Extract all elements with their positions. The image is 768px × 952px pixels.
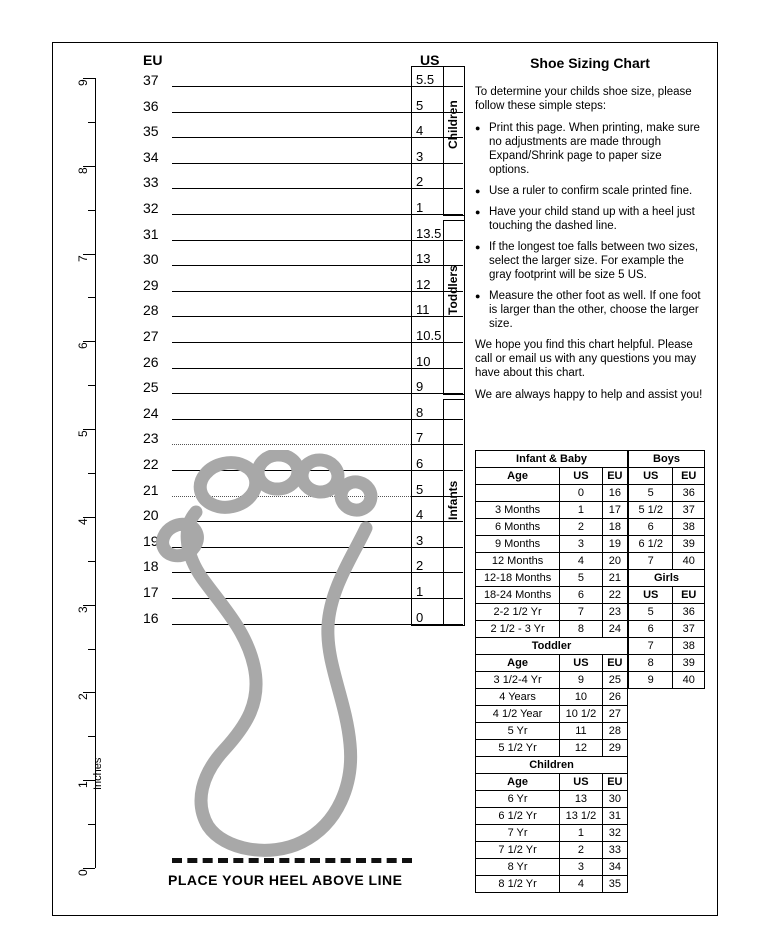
- table-cell: US: [629, 587, 673, 604]
- us-size-value: 8: [416, 404, 424, 420]
- us-size-value: 7: [416, 430, 424, 446]
- table-cell: 12 Months: [476, 553, 560, 570]
- table-row: [476, 621, 628, 638]
- table-cell: EU: [602, 774, 627, 791]
- size-table-right: [628, 450, 705, 689]
- table-cell: 34: [602, 859, 627, 876]
- table-cell: Infant & Baby: [476, 451, 628, 468]
- table-cell: 32: [602, 825, 627, 842]
- table-cell: Age: [476, 468, 560, 485]
- size-line: [172, 419, 411, 420]
- table-cell: EU: [673, 587, 705, 604]
- ruler-inch-label: 4: [76, 518, 90, 525]
- instructions-panel: [475, 55, 705, 410]
- table-cell: 36: [673, 485, 705, 502]
- us-size-value: 10: [416, 353, 431, 369]
- table-cell: 4: [560, 553, 603, 570]
- table-cell: 18-24 Months: [476, 587, 560, 604]
- table-cell: 25: [602, 672, 627, 689]
- eu-size-value: 18: [143, 558, 159, 575]
- bullet-item: ● If the longest toe falls between two sizes, select the larger size. For example the gray footprint will be size 5 US.: [475, 240, 705, 282]
- us-column-header: US: [420, 52, 440, 68]
- eu-size-value: 29: [143, 276, 159, 293]
- table-row: [476, 672, 628, 689]
- ruler-inch-label: 1: [76, 781, 90, 789]
- size-table-left: [475, 450, 628, 893]
- eu-size-value: 33: [143, 174, 159, 191]
- inches-axis-label: Inches: [92, 757, 104, 790]
- table-cell: 6 Months: [476, 519, 560, 536]
- page-title: Shoe Sizing Chart: [530, 55, 650, 71]
- ruler-tick-minor: [88, 210, 95, 211]
- table-cell: 12: [560, 740, 603, 757]
- us-size-value: 11: [416, 302, 430, 318]
- inch-ruler: [95, 78, 96, 868]
- ruler-inch-label: 5: [76, 430, 90, 438]
- table-cell: 0: [560, 485, 603, 502]
- table-cell: 40: [673, 553, 705, 570]
- table-cell: 23: [602, 604, 627, 621]
- size-line: [172, 112, 411, 113]
- bullet-item: ● Have your child stand up with a heel just touching the dashed line.: [475, 205, 705, 233]
- eu-size-value: 26: [143, 353, 159, 370]
- size-line: [172, 240, 411, 241]
- table-cell: 6: [629, 621, 673, 638]
- eu-size-value: 30: [143, 251, 159, 268]
- eu-size-value: 37: [143, 72, 159, 88]
- eu-size-value: 16: [143, 609, 159, 626]
- table-cell: 5: [629, 604, 673, 621]
- table-cell: 3 Months: [476, 502, 560, 519]
- table-row: [476, 655, 628, 672]
- table-cell: 6 1/2: [629, 536, 673, 553]
- table-cell: 17: [602, 502, 627, 519]
- table-cell: 7 1/2 Yr: [476, 842, 560, 859]
- heel-line: [172, 858, 412, 863]
- table-cell: [476, 485, 560, 502]
- table-row: [476, 757, 628, 774]
- table-cell: 6 Yr: [476, 791, 560, 808]
- heel-instruction: PLACE YOUR HEEL ABOVE LINE: [168, 872, 403, 888]
- ruler-inch-label: 8: [76, 167, 90, 174]
- bullet-item: ● Print this page. When printing, make sure no adjustments are made through Expand/Shrink page to paper size options.: [475, 121, 705, 177]
- us-size-value: 10.5: [416, 328, 442, 343]
- ruler-tick-minor: [88, 561, 95, 562]
- table-cell: 5 1/2 Yr: [476, 740, 560, 757]
- eu-size-value: 36: [143, 97, 159, 114]
- table-row: [476, 825, 628, 842]
- size-group-label: [446, 295, 460, 315]
- table-cell: 19: [602, 536, 627, 553]
- table-cell: 36: [673, 604, 705, 621]
- instruction-bullets: [475, 121, 705, 331]
- table-cell: 21: [602, 570, 627, 587]
- table-row: [476, 519, 628, 536]
- size-line: [172, 444, 411, 445]
- table-row: [476, 468, 628, 485]
- table-cell: 30: [602, 791, 627, 808]
- size-line: [172, 368, 411, 369]
- bullet-item: ● Measure the other foot as well. If one foot is larger than the other, choose the larger size.: [475, 289, 705, 331]
- us-size-value: 6: [416, 456, 424, 471]
- size-line: [172, 393, 411, 394]
- size-line: [172, 137, 411, 138]
- table-cell: 9: [629, 672, 673, 689]
- table-cell: 2-2 1/2 Yr: [476, 604, 560, 621]
- table-cell: 5 Yr: [476, 723, 560, 740]
- table-cell: EU: [602, 468, 627, 485]
- ruler-tick-minor: [88, 649, 95, 650]
- closing-text-2: We are always happy to help and assist you!: [475, 389, 703, 401]
- ruler-inch-label: 3: [76, 605, 90, 613]
- table-cell: 39: [673, 536, 705, 553]
- us-size-value: 12: [416, 276, 431, 292]
- eu-size-value: 25: [143, 379, 159, 396]
- eu-size-value: 34: [143, 148, 159, 165]
- size-line: [172, 342, 411, 343]
- size-group-label: [446, 129, 460, 149]
- table-row: [476, 502, 628, 519]
- table-cell: 1: [560, 502, 603, 519]
- eu-size-value: 28: [143, 302, 159, 319]
- table-cell: Age: [476, 655, 560, 672]
- eu-size-value: 32: [143, 200, 159, 216]
- table-cell: Age: [476, 774, 560, 791]
- table-cell: 11: [560, 723, 603, 740]
- us-size-value: 2: [416, 558, 424, 574]
- table-cell: 6: [629, 519, 673, 536]
- table-cell: 26: [602, 689, 627, 706]
- size-line: [172, 265, 411, 266]
- size-line: [172, 86, 411, 87]
- table-row: [476, 638, 628, 655]
- table-row: [629, 638, 705, 655]
- ruler-tick-minor: [88, 473, 95, 474]
- table-row: [629, 485, 705, 502]
- us-size-value: 4: [416, 507, 424, 523]
- us-size-value: 5: [416, 97, 424, 113]
- table-cell: US: [629, 468, 673, 485]
- ruler-inch-label: 7: [76, 254, 90, 262]
- us-size-value: 3: [416, 532, 424, 548]
- table-row: [476, 791, 628, 808]
- ruler-inch-label: 9: [76, 79, 90, 86]
- eu-column-header: EU: [143, 52, 163, 68]
- table-cell: 3 1/2-4 Yr: [476, 672, 560, 689]
- eu-size-value: 27: [143, 328, 159, 344]
- table-row: [629, 655, 705, 672]
- table-cell: 22: [602, 587, 627, 604]
- table-cell: 12-18 Months: [476, 570, 560, 587]
- table-cell: 18: [602, 519, 627, 536]
- table-cell: 20: [602, 553, 627, 570]
- table-cell: EU: [602, 655, 627, 672]
- table-row: [629, 536, 705, 553]
- ruler-inch-label: 0: [76, 869, 90, 876]
- table-row: [629, 587, 705, 604]
- table-cell: 8: [560, 621, 603, 638]
- table-row: [476, 570, 628, 587]
- table-cell: 1: [560, 825, 603, 842]
- ruler-tick-minor: [88, 385, 95, 386]
- table-cell: 5: [629, 485, 673, 502]
- table-row: [476, 723, 628, 740]
- table-row: [629, 553, 705, 570]
- table-cell: Children: [476, 757, 628, 774]
- size-line: [172, 163, 411, 164]
- table-cell: 4 Years: [476, 689, 560, 706]
- size-line: [172, 188, 411, 189]
- us-size-value: 13: [416, 251, 431, 267]
- us-size-value: 4: [416, 123, 424, 139]
- table-row: [476, 689, 628, 706]
- table-row: [476, 587, 628, 604]
- table-row: [629, 570, 705, 587]
- us-size-value: 5.5: [416, 72, 435, 87]
- table-row: [476, 740, 628, 757]
- eu-size-value: 20: [143, 507, 159, 524]
- table-cell: 24: [602, 621, 627, 638]
- ruler-tick-minor: [88, 824, 95, 825]
- table-cell: 7: [629, 638, 673, 655]
- table-cell: 35: [602, 876, 627, 893]
- table-cell: 5: [560, 570, 603, 587]
- table-row: [476, 876, 628, 893]
- intro-text: To determine your childs shoe size, please follow these simple steps:: [475, 86, 692, 112]
- table-row: [629, 604, 705, 621]
- table-cell: 9 Months: [476, 536, 560, 553]
- table-cell: 38: [673, 638, 705, 655]
- table-cell: 3: [560, 859, 603, 876]
- table-row: [476, 553, 628, 570]
- table-cell: US: [560, 655, 603, 672]
- table-cell: 7 Yr: [476, 825, 560, 842]
- ruler-tick-minor: [88, 297, 95, 298]
- ruler-tick-minor: [88, 736, 95, 737]
- ruler-inch-label: 6: [76, 342, 90, 350]
- table-cell: 13 1/2: [560, 808, 603, 825]
- size-line: [172, 316, 411, 317]
- table-cell: 5 1/2: [629, 502, 673, 519]
- table-cell: 4 1/2 Year: [476, 706, 560, 723]
- table-cell: 27: [602, 706, 627, 723]
- eu-size-value: 35: [143, 123, 159, 140]
- us-size-value: 3: [416, 148, 424, 164]
- eu-size-value: 24: [143, 404, 159, 421]
- eu-size-value: 23: [143, 430, 159, 447]
- table-cell: 2: [560, 842, 603, 859]
- table-row: [629, 451, 705, 468]
- table-cell: 7: [560, 604, 603, 621]
- us-size-value: 1: [416, 584, 424, 599]
- table-cell: 37: [673, 502, 705, 519]
- table-row: [629, 621, 705, 638]
- eu-size-value: 21: [143, 481, 159, 498]
- table-cell: 16: [602, 485, 627, 502]
- eu-size-value: 31: [143, 225, 159, 242]
- table-cell: 38: [673, 519, 705, 536]
- table-cell: 6: [560, 587, 603, 604]
- table-row: [629, 468, 705, 485]
- table-row: [629, 672, 705, 689]
- table-cell: 8 1/2 Yr: [476, 876, 560, 893]
- table-cell: 3: [560, 536, 603, 553]
- us-size-value: 1: [416, 200, 424, 215]
- us-size-value: 13.5: [416, 225, 442, 241]
- table-cell: 8 Yr: [476, 859, 560, 876]
- table-row: [476, 485, 628, 502]
- table-cell: 29: [602, 740, 627, 757]
- table-cell: US: [560, 468, 603, 485]
- table-row: [476, 808, 628, 825]
- us-size-value: 2: [416, 174, 424, 190]
- table-row: [629, 519, 705, 536]
- size-group-label: Infants: [446, 480, 460, 521]
- table-cell: 2 1/2 - 3 Yr: [476, 621, 560, 638]
- table-row: [476, 774, 628, 791]
- eu-size-value: 22: [143, 456, 159, 472]
- table-row: [476, 842, 628, 859]
- us-size-value: 9: [416, 379, 424, 395]
- table-cell: 10 1/2: [560, 706, 603, 723]
- table-cell: 13: [560, 791, 603, 808]
- table-row: [476, 604, 628, 621]
- table-cell: 7: [629, 553, 673, 570]
- ruler-inch-label: 2: [76, 693, 90, 701]
- table-cell: 33: [602, 842, 627, 859]
- eu-size-value: 19: [143, 532, 159, 549]
- table-cell: Girls: [629, 570, 705, 587]
- table-row: [476, 706, 628, 723]
- ruler-tick-minor: [88, 122, 95, 123]
- table-cell: 40: [673, 672, 705, 689]
- size-line: [172, 214, 411, 215]
- table-row: [476, 451, 628, 468]
- footprint-graphic: [150, 450, 390, 870]
- table-row: [629, 502, 705, 519]
- table-cell: Toddler: [476, 638, 628, 655]
- table-cell: 8: [629, 655, 673, 672]
- table-cell: 4: [560, 876, 603, 893]
- table-cell: 37: [673, 621, 705, 638]
- table-cell: Boys: [629, 451, 705, 468]
- closing-text-1: We hope you find this chart helpful. Please call or email us with any questions you may have about this chart.: [475, 339, 697, 379]
- table-row: [476, 859, 628, 876]
- table-row: [476, 536, 628, 553]
- table-cell: 10: [560, 689, 603, 706]
- eu-size-value: 17: [143, 584, 159, 600]
- table-cell: 2: [560, 519, 603, 536]
- table-cell: 9: [560, 672, 603, 689]
- bullet-item: ● Use a ruler to confirm scale printed fine.: [475, 184, 705, 198]
- table-cell: 28: [602, 723, 627, 740]
- table-cell: EU: [673, 468, 705, 485]
- table-cell: 31: [602, 808, 627, 825]
- size-line: [172, 291, 411, 292]
- us-size-value: 5: [416, 481, 424, 497]
- table-cell: 6 1/2 Yr: [476, 808, 560, 825]
- us-size-value: 0: [416, 609, 424, 625]
- table-cell: US: [560, 774, 603, 791]
- table-cell: 39: [673, 655, 705, 672]
